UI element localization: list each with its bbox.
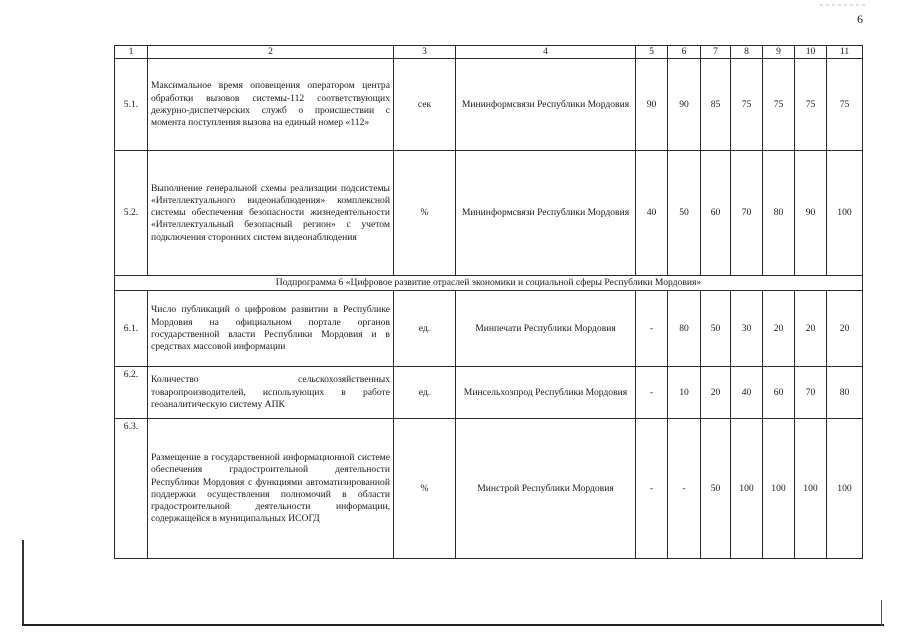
header-cell: 1 (115, 46, 148, 59)
value-cell: 80 (763, 151, 795, 276)
responsible-org: Минстрой Республики Мордовия (456, 419, 636, 559)
value-cell: 75 (795, 59, 827, 151)
value-cell: 40 (731, 367, 763, 419)
value-cell: 80 (668, 291, 701, 367)
row-number: 6.2. (115, 367, 148, 419)
value-cell: 100 (763, 419, 795, 559)
subprogram-title: Подпрограмма 6 «Цифровое развитие отраслей экономики и социальной сферы Республики Мордовия» (115, 276, 863, 291)
value-cell: 70 (795, 367, 827, 419)
indicator-name: Выполнение генеральной схемы реализации подсистемы «Интеллектуального видеонаблюдения» комплексной системы обеспечения безопасности жизнедеятельности «Интеллектуальный безопасный регион» с учетом подключения сторонних систем видеонаблюдения (148, 151, 394, 276)
value-cell: 30 (731, 291, 763, 367)
page-border-right (881, 600, 882, 626)
value-cell: 60 (701, 151, 731, 276)
page-number: 6 (857, 12, 863, 26)
table-row (115, 367, 863, 419)
value-cell: 75 (731, 59, 763, 151)
value-cell: 20 (827, 291, 863, 367)
value-cell: 50 (668, 151, 701, 276)
row-number: 6.1. (115, 291, 148, 367)
value-cell: 100 (731, 419, 763, 559)
unit-cell: ед. (394, 291, 456, 367)
value-cell: - (636, 291, 668, 367)
indicator-name: Число публикаций о цифровом развитии в Республике Мордовия на официальном портале органов государственной власти Республики Мордовия и в средствах массовой информации (148, 291, 394, 367)
value-cell: 50 (701, 419, 731, 559)
responsible-org: Мининформсвязи Республики Мордовия (456, 59, 636, 151)
value-cell: 70 (731, 151, 763, 276)
header-cell: 2 (148, 46, 394, 59)
value-cell: - (636, 419, 668, 559)
scan-artifact (820, 4, 868, 6)
value-cell: - (636, 367, 668, 419)
value-cell: 85 (701, 59, 731, 151)
value-cell: 50 (701, 291, 731, 367)
header-cell: 8 (731, 46, 763, 59)
header-cell: 7 (701, 46, 731, 59)
value-cell: 10 (668, 367, 701, 419)
header-cell: 10 (795, 46, 827, 59)
value-cell: 90 (795, 151, 827, 276)
table-row (115, 59, 863, 151)
indicator-name: Размещение в государственной информационной системе обеспечения градостроительной деятельности Республики Мордовия с функциями автоматизированной поддержки осуществления полномочий в области градостроительной деятельности информации, содержащейся в муниципальных ИСОГД (148, 419, 394, 559)
responsible-org: Минсельхозпрод Республики Мордовия (456, 367, 636, 419)
value-cell: 80 (827, 367, 863, 419)
value-cell: 75 (827, 59, 863, 151)
indicators-table (114, 45, 863, 559)
value-cell: 90 (636, 59, 668, 151)
value-cell: 20 (795, 291, 827, 367)
row-number: 6.3. (115, 419, 148, 559)
row-number: 5.2. (115, 151, 148, 276)
header-cell: 11 (827, 46, 863, 59)
header-cell: 3 (394, 46, 456, 59)
value-cell: 100 (827, 419, 863, 559)
page-border-left (22, 540, 24, 626)
value-cell: 75 (763, 59, 795, 151)
value-cell: 40 (636, 151, 668, 276)
responsible-org: Минпечати Республики Мордовия (456, 291, 636, 367)
value-cell: 20 (701, 367, 731, 419)
unit-cell: % (394, 419, 456, 559)
row-number: 5.1. (115, 59, 148, 151)
value-cell: 90 (668, 59, 701, 151)
unit-cell: ед. (394, 367, 456, 419)
value-cell: 20 (763, 291, 795, 367)
value-cell: - (668, 419, 701, 559)
value-cell: 100 (795, 419, 827, 559)
header-cell: 5 (636, 46, 668, 59)
header-row (115, 46, 863, 59)
header-cell: 6 (668, 46, 701, 59)
unit-cell: сек (394, 59, 456, 151)
subprogram-row (115, 276, 863, 291)
header-cell: 4 (456, 46, 636, 59)
responsible-org: Мининформсвязи Республики Мордовия (456, 151, 636, 276)
value-cell: 60 (763, 367, 795, 419)
page-border-bottom (22, 624, 884, 626)
value-cell: 100 (827, 151, 863, 276)
table-row (115, 291, 863, 367)
table-row (115, 419, 863, 559)
indicator-name: Количество сельскохозяйственных товаропроизводителей, использующих в работе геоаналитическую систему АПК (148, 367, 394, 419)
indicator-name: Максимальное время оповещения оператором центра обработки вызовов системы-112 соответствующих дежурно-диспетчерских служб о происшествии с момента поступления вызова на единый номер «112» (148, 59, 394, 151)
header-cell: 9 (763, 46, 795, 59)
unit-cell: % (394, 151, 456, 276)
table-row (115, 151, 863, 276)
